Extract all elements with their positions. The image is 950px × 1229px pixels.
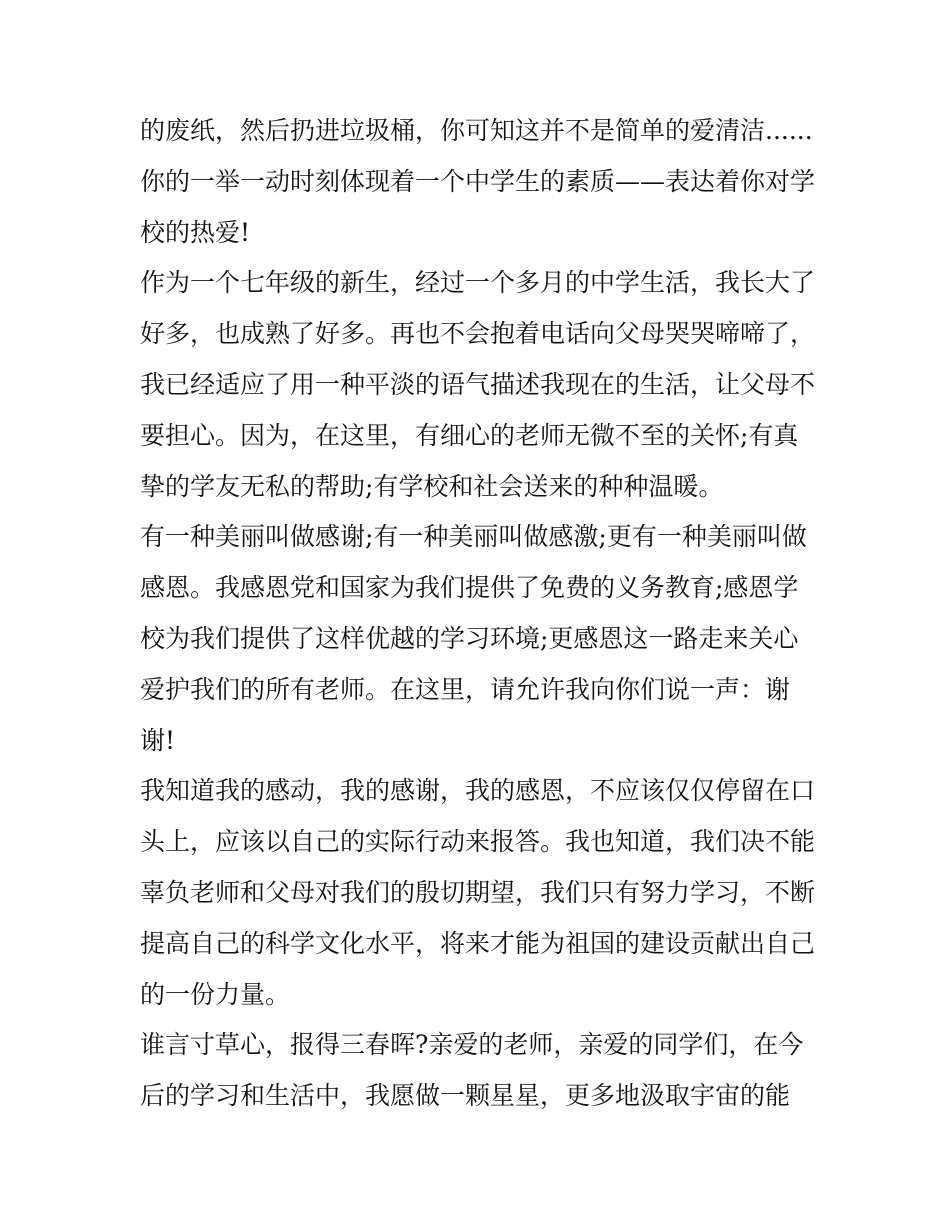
text-line: 挚的学友无私的帮助;有学校和社会送来的种种温暖。 (140, 471, 724, 501)
text-line: 校为我们提供了这样优越的学习环境;更感恩这一路走来关心 (140, 623, 799, 653)
text-line: 好多，也成熟了好多。再也不会抱着电话向父母哭哭啼啼了， (140, 319, 816, 349)
text-line: 后的学习和生活中，我愿做一颗星星，更多地汲取宇宙的能 (140, 1081, 791, 1111)
text-line: 作为一个七年级的新生，经过一个多月的中学生活，我长大了 (140, 268, 816, 298)
text-line: 你的一举一动时刻体现着一个中学生的素质——表达着你对学 (140, 166, 816, 196)
text-line: 的一份力量。 (140, 979, 291, 1009)
text-line: 谢! (140, 725, 176, 755)
document-body (140, 106, 830, 1122)
text-line: 谁言寸草心，报得三春晖?亲爱的老师，亲爱的同学们，在今 (140, 1030, 804, 1060)
text-line: 校的热爱! (140, 217, 251, 247)
text-line: 我已经适应了用一种平淡的语气描述我现在的生活，让父母不 (140, 369, 816, 399)
text-line: 提高自己的科学文化水平，将来才能为祖国的建设贡献出自己 (140, 928, 816, 958)
text-line: 有一种美丽叫做感谢;有一种美丽叫做感激;更有一种美丽叫做 (140, 522, 807, 552)
text-line: 辜负老师和父母对我们的殷切期望，我们只有努力学习，不断 (140, 877, 816, 907)
text-line: 我知道我的感动，我的感谢，我的感恩，不应该仅仅停留在口 (140, 776, 816, 806)
text-line: 头上，应该以自己的实际行动来报答。我也知道，我们决不能 (140, 827, 816, 857)
text-line: 的废纸，然后扔进垃圾桶，你可知这并不是简单的爱清洁...... (140, 116, 813, 145)
text-line: 爱护我们的所有老师。在这里，请允许我向你们说一声：谢 (140, 674, 791, 704)
text-line: 要担心。因为，在这里，有细心的老师无微不至的关怀;有真 (140, 420, 799, 450)
text-line: 感恩。我感恩党和国家为我们提供了免费的义务教育;感恩学 (140, 573, 799, 603)
